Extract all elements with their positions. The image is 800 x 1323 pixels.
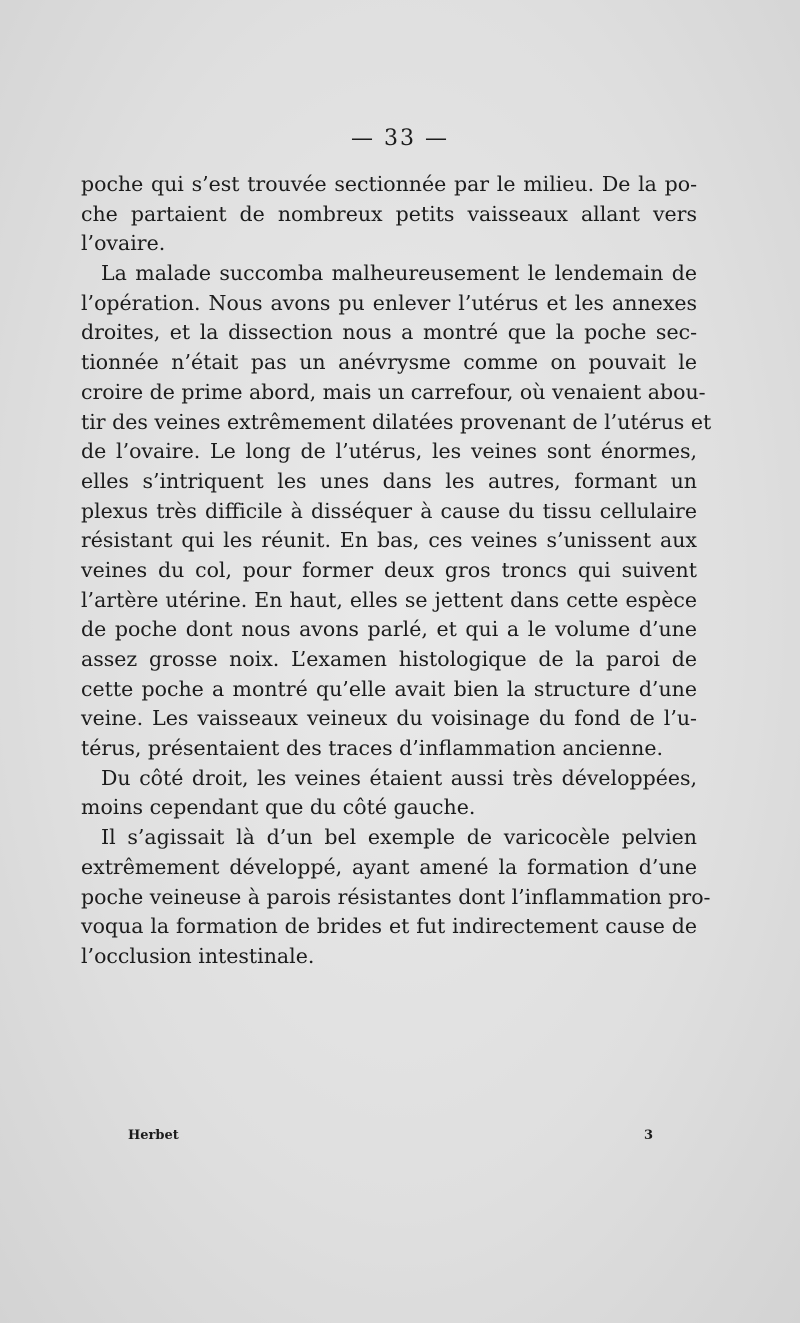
text-line: voqua la formation de brides et fut indirectement cause de <box>81 914 697 939</box>
body-text <box>81 170 712 972</box>
text-line: droites, et la dissection nous a montré que la poche sec- <box>81 320 697 345</box>
page-footer <box>0 1128 800 1148</box>
footer-signature-mark: 3 <box>644 1128 654 1143</box>
text-line: poche veineuse à parois résistantes dont l’inflammation pro- <box>81 884 711 909</box>
text-line: elles s’intriquent les unes dans les autres, formant un <box>81 468 697 493</box>
text-line: l’artère utérine. En haut, elles se jettent dans cette espèce <box>81 587 697 612</box>
text-line: croire de prime abord, mais un carrefour, où venaient abou- <box>81 379 706 404</box>
text-line: Du côté droit, les veines étaient aussi très développées, <box>101 765 697 790</box>
text-line: Il s’agissait là d’un bel exemple de varicocèle pelvien <box>101 825 697 850</box>
text-line: cette poche a montré qu’elle avait bien la structure d’une <box>81 676 697 701</box>
text-line: La malade succomba malheureusement le lendemain de <box>101 261 697 286</box>
text-line: moins cependant que du côté gauche. <box>81 795 476 820</box>
text-line: tionnée n’était pas un anévrysme comme on pouvait le <box>81 350 697 375</box>
text-line: assez grosse noix. L’examen histologique de la paroi de <box>81 647 697 671</box>
text-line: de l’ovaire. Le long de l’utérus, les veines sont énormes, <box>81 439 697 464</box>
text-line: veine. Les vaisseaux veineux du voisinage du fond de l’u- <box>81 706 697 731</box>
text-line: térus, présentaient des traces d’inflammation ancienne. <box>81 736 664 761</box>
footer-author: Herbet <box>128 1128 179 1143</box>
text-line: che partaient de nombreux petits vaisseaux allant vers <box>81 201 697 226</box>
text-line: résistant qui les réunit. En bas, ces veines s’unissent aux <box>81 528 697 553</box>
page-number: — 33 — <box>351 126 449 151</box>
text-line: l’ovaire. <box>81 231 166 256</box>
text-line: tir des veines extrêmement dilatées provenant de l’utérus et <box>81 409 712 434</box>
text-line: l’opération. Nous avons pu enlever l’utérus et les annexes <box>81 290 697 315</box>
text-line: veines du col, pour former deux gros troncs qui suivent <box>81 557 697 582</box>
text-line: l’occlusion intestinale. <box>81 943 315 968</box>
text-line: extrêmement développé, ayant amené la formation d’une <box>81 854 697 879</box>
text-line: plexus très difficile à disséquer à cause du tissu cellulaire <box>81 498 697 523</box>
text-line: de poche dont nous avons parlé, et qui a le volume d’une <box>81 617 697 642</box>
text-line: poche qui s’est trouvée sectionnée par le milieu. De la po- <box>81 172 697 196</box>
